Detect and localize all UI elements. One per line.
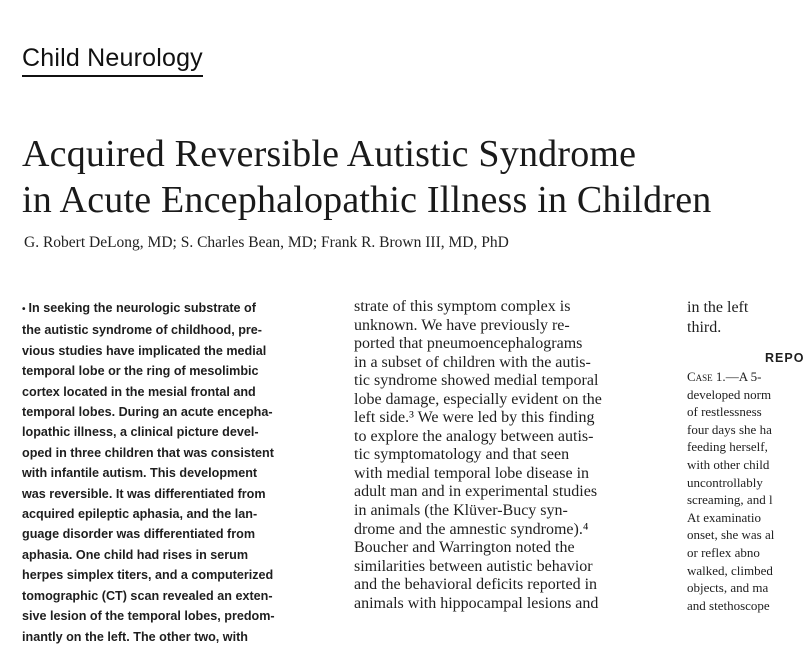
abstract-line: with infantile autism. This development	[22, 466, 258, 481]
body-line: and the behavioral deficits reported in	[354, 576, 598, 594]
abstract-line: the autistic syndrome of childhood, pre-	[22, 323, 263, 338]
body-line: tic symptomatology and that seen	[354, 446, 570, 464]
body-line: in the left	[687, 299, 749, 316]
body-line: left side.³ We were led by this finding	[354, 409, 595, 427]
case-line: objects, and ma	[687, 580, 769, 596]
case-line: or reflex abno	[687, 544, 760, 560]
abstract-line: guage disorder was differentiated from	[22, 527, 256, 542]
case-line: developed norm	[687, 386, 772, 402]
case-line: screaming, and l	[687, 492, 773, 508]
abstract-line: oped in three children that was consistent	[22, 445, 274, 460]
body-line: in animals (the Klüver-Bucy syn-	[354, 502, 568, 520]
case-line: onset, she was al	[687, 527, 775, 543]
body-line: similarities between autistic behavior	[354, 557, 593, 575]
case-label: Case 1.	[687, 369, 726, 384]
abstract-line-text: In seeking the neurologic substrate of	[28, 301, 256, 315]
bullet-icon: •	[22, 304, 26, 315]
body-line: unknown. We have previously re-	[354, 316, 570, 334]
body-line: drome and the amnestic syndrome).⁴	[354, 520, 589, 538]
abstract-line: aphasia. One child had rises in serum	[22, 547, 249, 562]
body-column-right	[687, 298, 804, 614]
abstract-line: cortex located in the mesial frontal and	[22, 384, 256, 399]
body-line: lobe damage, especially evident on the	[354, 390, 602, 408]
case-line: feeding herself,	[687, 439, 768, 455]
body-line: ported that pneumoencephalograms	[354, 335, 583, 353]
abstract-line: acquired epileptic aphasia, and the lan-	[22, 507, 258, 522]
body-line: strate of this symptom complex is	[354, 298, 571, 315]
case-line: with other child	[687, 456, 770, 472]
case-line: four days she ha	[687, 421, 772, 437]
abstract-line: was reversible. It was differentiated from	[22, 486, 266, 501]
abstract-line: tomographic (CT) scan revealed an exten-	[22, 588, 273, 603]
title-line: Acquired Reversible Autistic Syndrome	[22, 133, 637, 175]
section-heading: REPO	[765, 351, 804, 365]
case-line	[687, 368, 800, 386]
case-line: walked, climbed	[687, 562, 773, 578]
abstract-line: herpes simplex titers, and a computerized	[22, 568, 274, 583]
abstract-line: lopathic illness, a clinical picture devel-	[22, 425, 259, 440]
abstract-line	[22, 298, 327, 320]
case-line: of restlessness	[687, 404, 762, 420]
body-line: Boucher and Warrington noted the	[354, 539, 575, 557]
abstract-line: temporal lobes. During an acute encepha-	[22, 405, 273, 420]
body-line: tic syndrome showed medial temporal	[354, 372, 599, 390]
abstract-line: vious studies have implicated the medial	[22, 343, 267, 358]
case-line: and stethoscope	[687, 597, 770, 613]
body-line: to explore the analogy between autis-	[354, 427, 594, 445]
author-list: G. Robert DeLong, MD; S. Charles Bean, MD; Frank R. Brown III, MD, PhD	[24, 234, 509, 251]
abstract-line: sive lesion of the temporal lobes, predom-	[22, 609, 275, 624]
body-line: with medial temporal lobe disease in	[354, 464, 590, 482]
body-line: third.	[687, 319, 722, 336]
article-title	[22, 131, 792, 223]
case-line: At examinatio	[687, 509, 762, 525]
abstract-line: temporal lobe or the ring of mesolimbic	[22, 364, 259, 379]
body-line: animals with hippocampal lesions and	[354, 594, 599, 612]
abstract-line: inantly on the left. The other two, with	[22, 629, 248, 644]
body-line: adult man and in experimental studies	[354, 483, 598, 501]
case-line: uncontrollably	[687, 474, 763, 490]
body-column-middle	[354, 298, 659, 613]
case-line-text: —A 5-	[725, 369, 762, 384]
section-header: Child Neurology	[22, 44, 203, 77]
abstract-column	[22, 298, 327, 647]
body-line: in a subset of children with the autis-	[354, 353, 591, 371]
title-line: in Acute Encephalopathic Illness in Children	[22, 179, 712, 221]
